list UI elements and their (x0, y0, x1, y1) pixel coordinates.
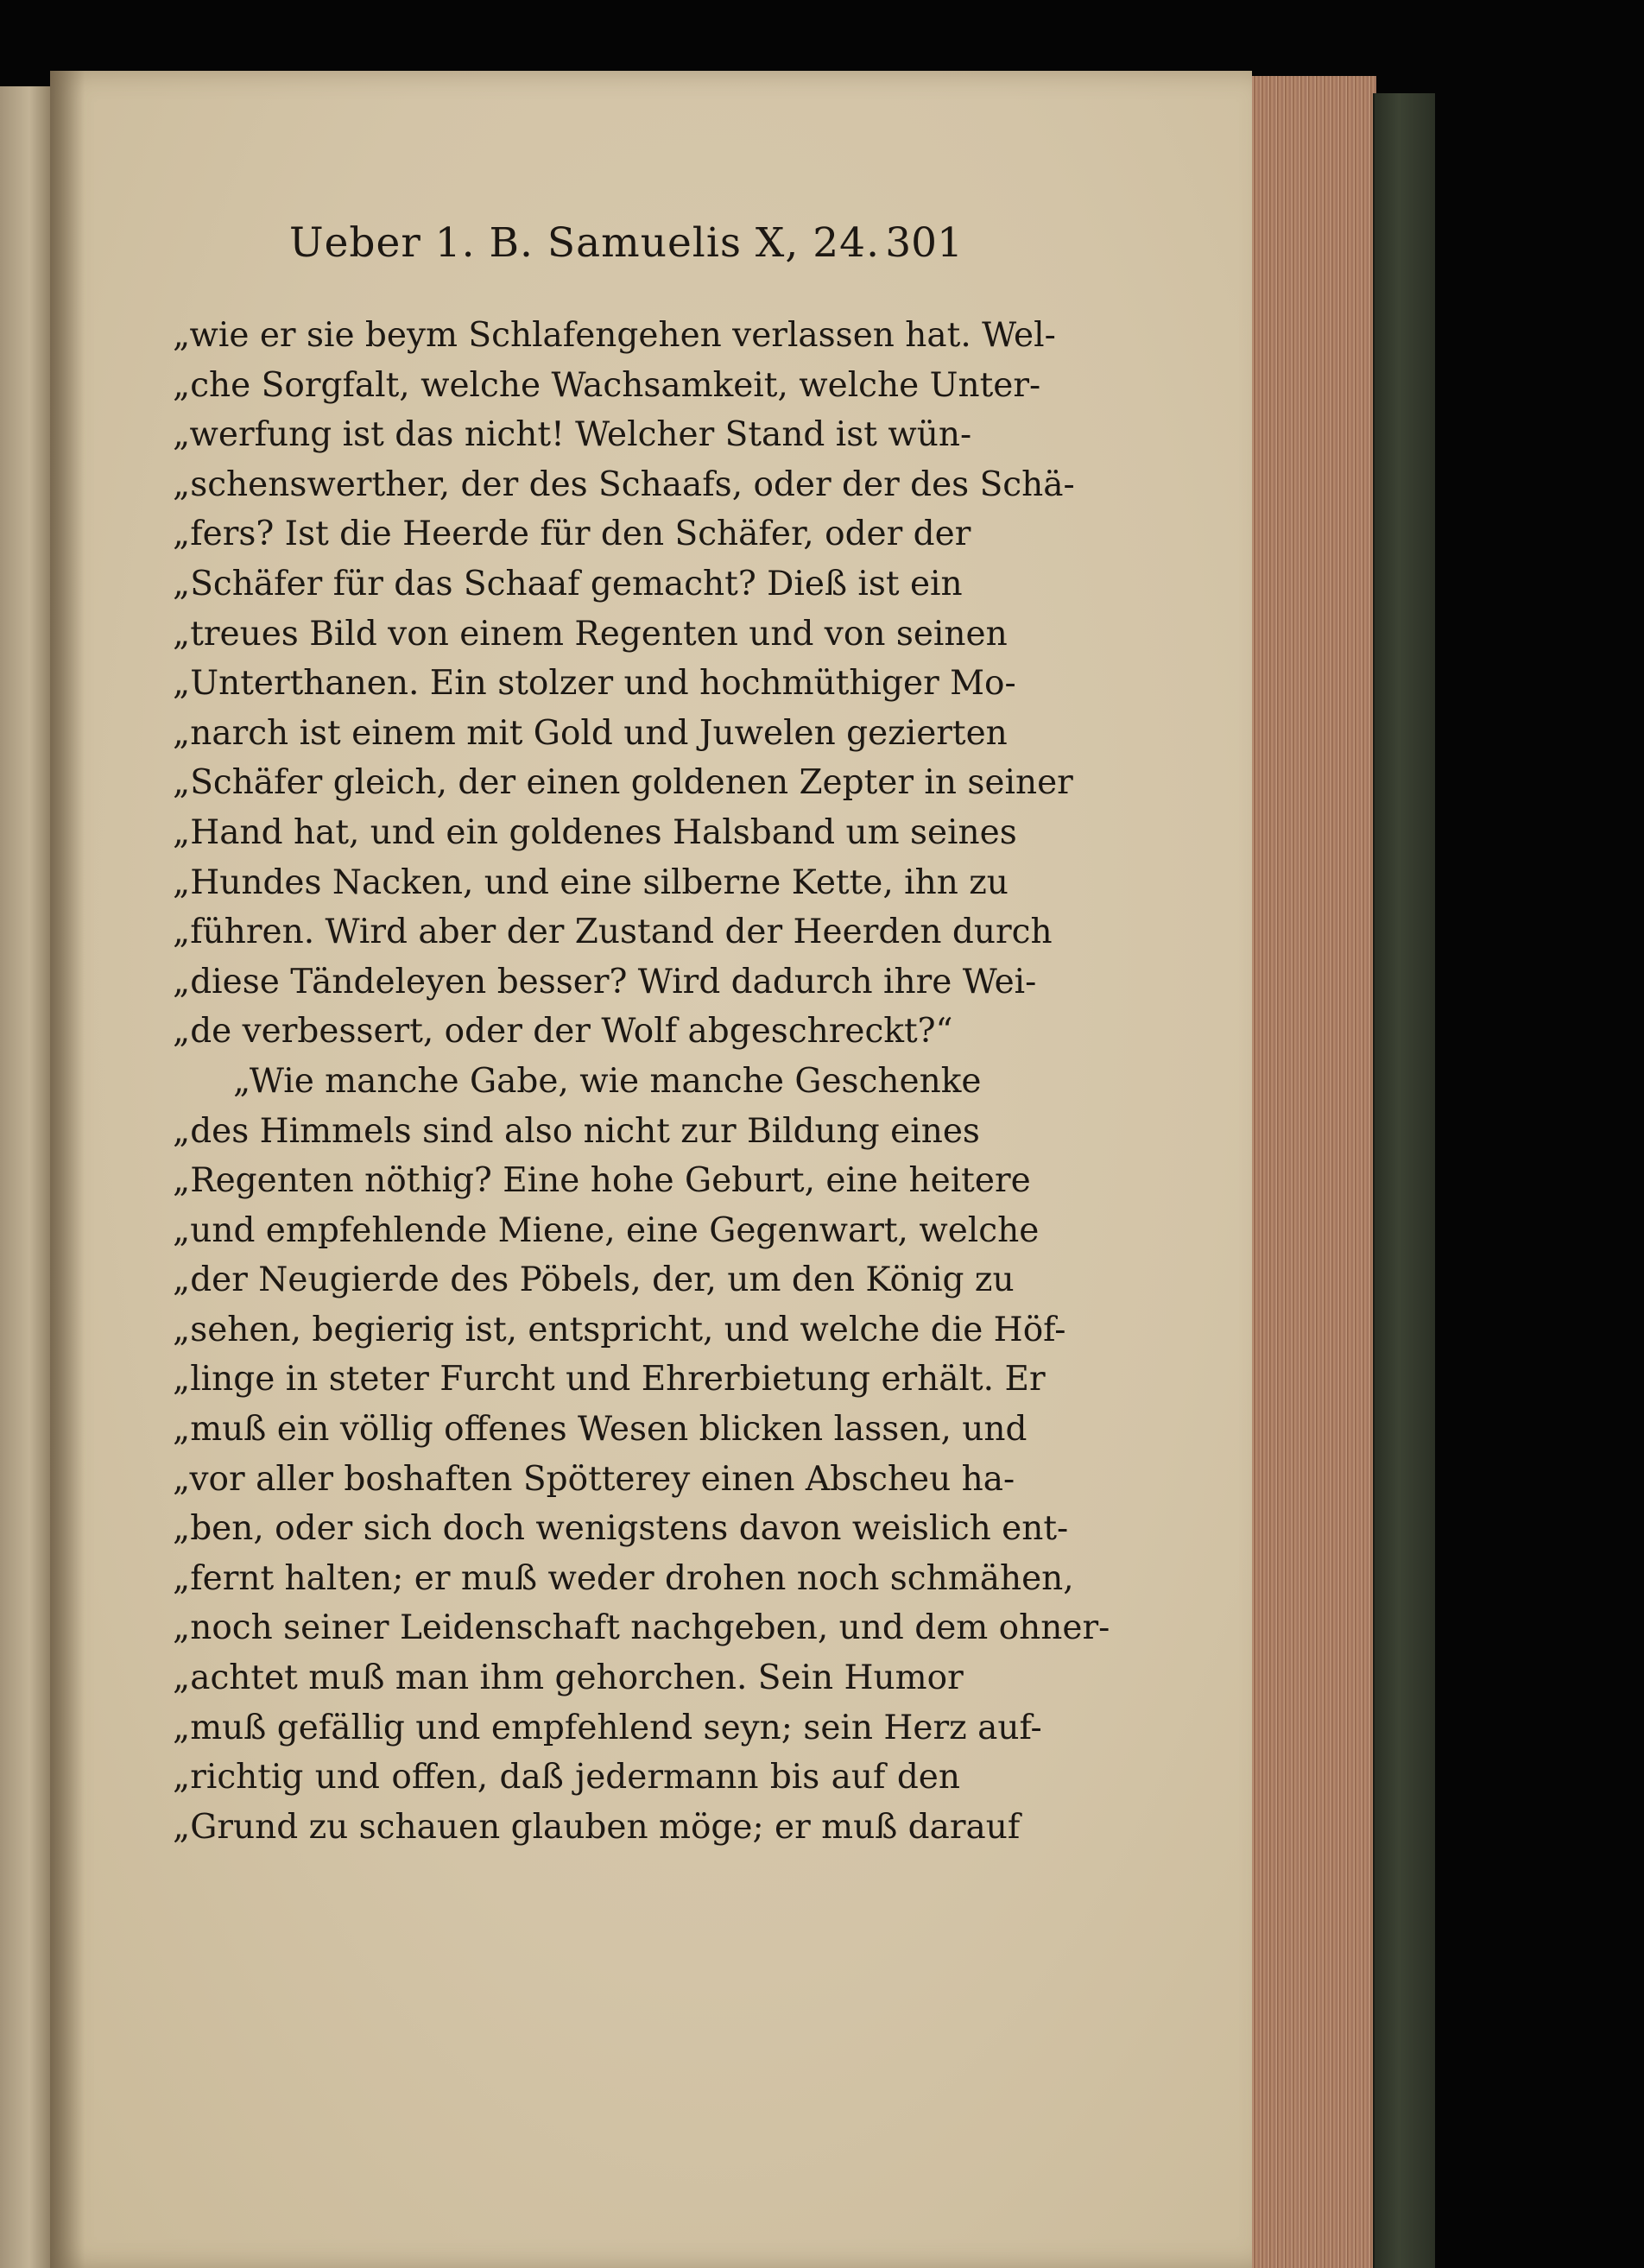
text-line: „Hundes Nacken, und eine silberne Kette, ihn zu (173, 862, 1009, 902)
text-line: „diese Tändeleyen besser? Wird dadurch ihre Wei- (173, 962, 1037, 1001)
running-title: Ueber 1. B. Samuelis X, 24. (289, 219, 881, 267)
text-line: „de verbessert, oder der Wolf abgeschreckt?“ (173, 1012, 953, 1052)
running-head (289, 219, 963, 280)
text-line: „Schäfer für das Schaaf gemacht? Dieß ist ein (173, 564, 963, 603)
text-line: „des Himmels sind also nicht zur Bildung eines (173, 1111, 980, 1151)
previous-page-edge (0, 86, 55, 2268)
text-line: „treues Bild von einem Regenten und von seinen (173, 614, 1008, 654)
text-line: „der Neugierde des Pöbels, der, um den König zu (173, 1260, 1015, 1300)
gutter-shadow (50, 71, 85, 2268)
text-line: „fernt halten; er muß weder drohen noch schmähen, (173, 1558, 1074, 1598)
text-line: „noch seiner Leidenschaft nachgeben, und dem ohner- (173, 1608, 1110, 1648)
text-line: „muß gefällig und empfehlend seyn; sein Herz auf- (173, 1708, 1042, 1747)
text-line: „schenswerther, der des Schaafs, oder der des Schä- (173, 464, 1075, 504)
body-text (173, 311, 1110, 1852)
text-line: „linge in steter Furcht und Ehrerbietung erhält. Er (173, 1360, 1046, 1399)
text-line: „che Sorgfalt, welche Wachsamkeit, welche Unter- (173, 365, 1041, 405)
text-line: „richtig und offen, daß jedermann bis auf den (173, 1758, 960, 1797)
text-line: „ben, oder sich doch wenigstens davon weislich ent- (173, 1509, 1069, 1549)
text-line: „muß ein völlig offenes Wesen blicken lassen, und (173, 1410, 1028, 1450)
text-line: „sehen, begierig ist, entspricht, und welche die Höf- (173, 1310, 1066, 1349)
book-cover (1373, 93, 1435, 2268)
text-line: „Wie manche Gabe, wie manche Geschenke (233, 1061, 982, 1101)
text-line: „Regenten nöthig? Eine hohe Geburt, eine heitere (173, 1161, 1031, 1201)
text-line: „vor aller boshaften Spötterey einen Abscheu ha- (173, 1459, 1015, 1499)
page-number: 301 (885, 219, 963, 267)
text-line: „fers? Ist die Heerde für den Schäfer, oder der (173, 515, 971, 554)
text-line: „führen. Wird aber der Zustand der Heerden durch (173, 913, 1053, 952)
text-line: „wie er sie beym Schlafengehen verlassen hat. Wel- (173, 316, 1056, 355)
text-line: „Hand hat, und ein goldenes Halsband um seines (173, 812, 1017, 852)
text-line: „narch ist einem mit Gold und Juwelen gezierten (173, 713, 1008, 753)
text-line: „Schäfer gleich, der einen goldenen Zepter in seiner (173, 763, 1073, 803)
text-line: „Grund zu schauen glauben möge; er muß darauf (173, 1807, 1021, 1847)
page-edges (1236, 76, 1376, 2268)
text-line: „Unterthanen. Ein stolzer und hochmüthiger Mo- (173, 664, 1016, 704)
text-line: „werfung ist das nicht! Welcher Stand ist wün- (173, 415, 972, 455)
text-line: „achtet muß man ihm gehorchen. Sein Humor (173, 1658, 964, 1698)
text-line: „und empfehlende Miene, eine Gegenwart, welche (173, 1210, 1040, 1250)
